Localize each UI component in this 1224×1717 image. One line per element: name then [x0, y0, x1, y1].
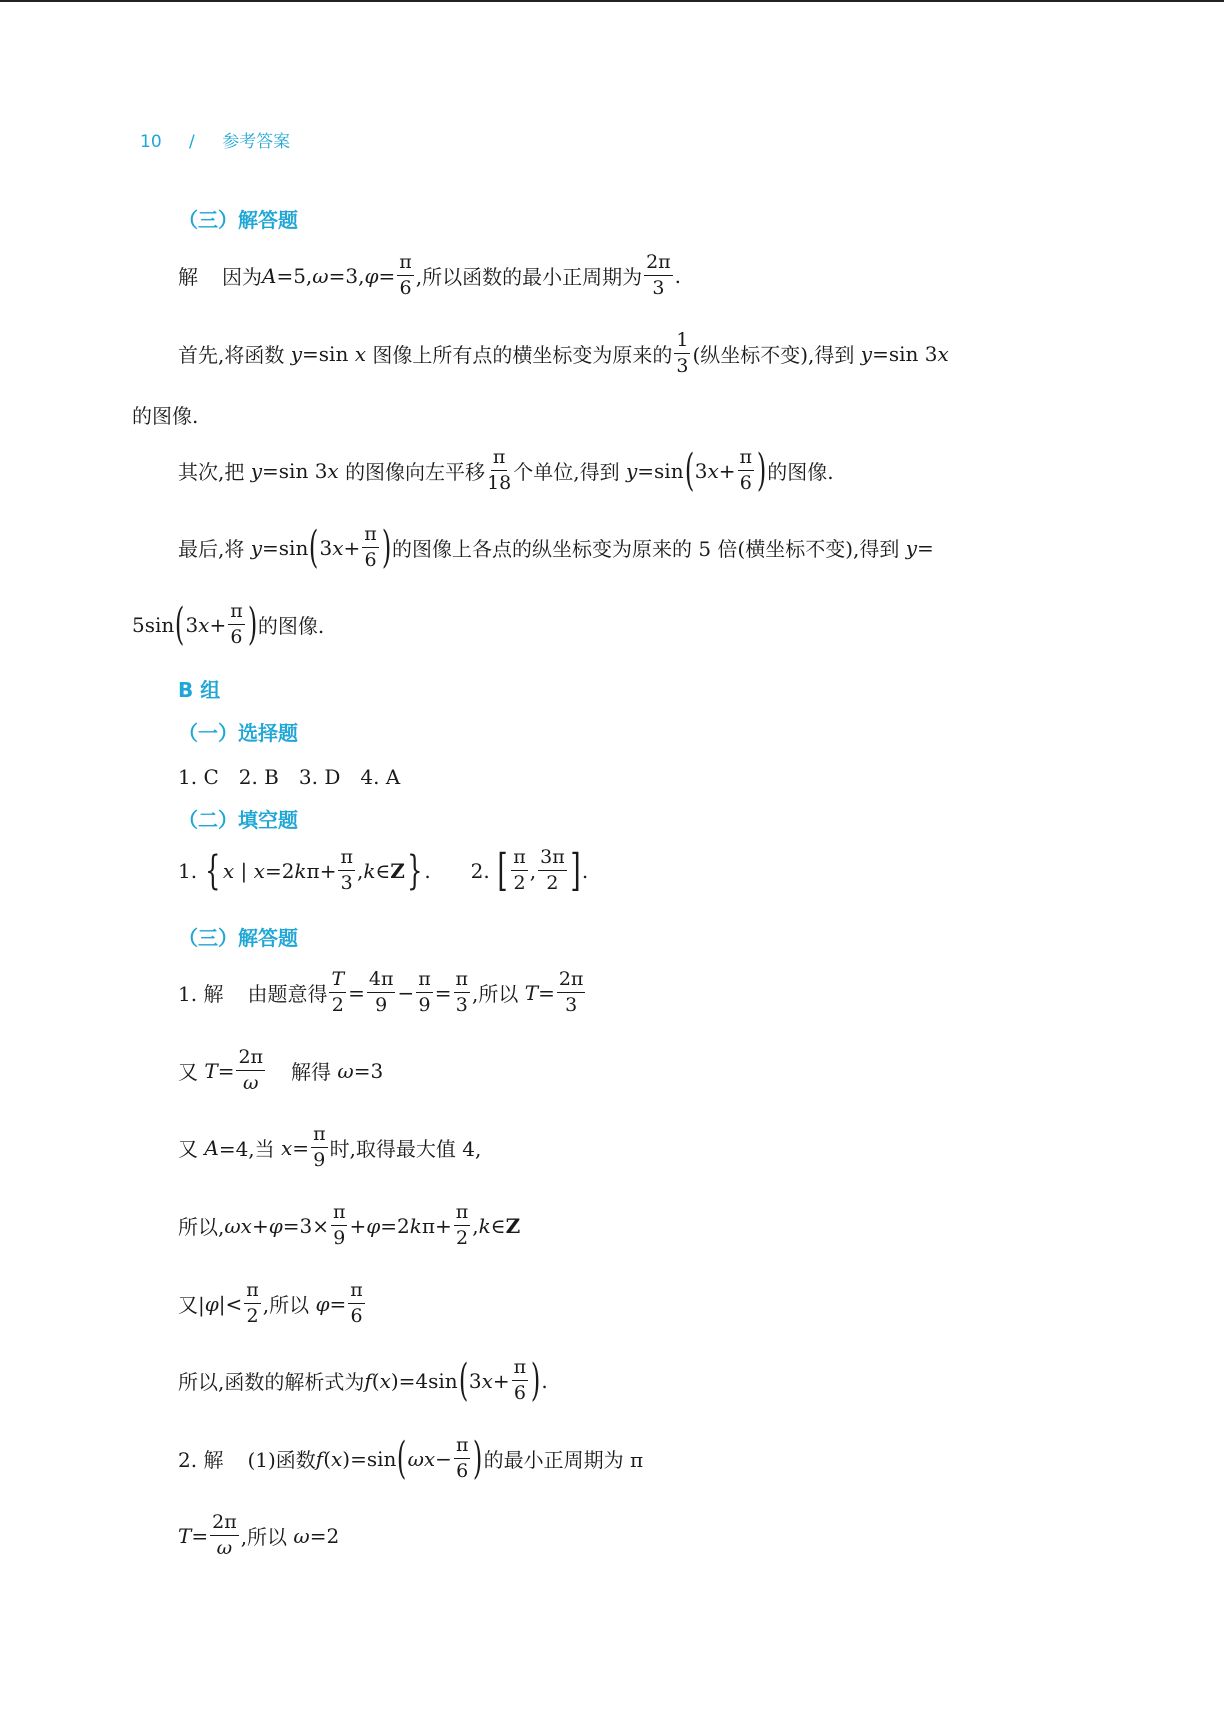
text: . — [424, 858, 431, 883]
text: 因为 — [222, 265, 262, 289]
fraction: $\frac{1}{3}$ — [676, 329, 689, 377]
fraction: $\frac{\pi}{9}$ — [332, 1201, 346, 1249]
text: = — [538, 980, 555, 1005]
fraction: $\frac{\pi}{3}$ — [340, 846, 353, 894]
math-var: φ — [364, 263, 379, 288]
text: 个单位,得到 — [513, 460, 620, 484]
text: 2. — [470, 858, 490, 883]
text: =3, — [328, 263, 365, 288]
text: 解得 — [291, 1060, 332, 1084]
text: |< — [218, 1291, 243, 1316]
text: 由题意得 — [247, 982, 328, 1006]
fraction: $\frac{\pi}{6}$ — [364, 523, 377, 571]
page-number: 10 — [140, 132, 162, 152]
math-var: x — [222, 858, 235, 883]
text: 的图像. — [767, 460, 834, 484]
header-title: 参考答案 — [222, 132, 291, 152]
math-var: x — [331, 1446, 343, 1471]
page-header — [140, 127, 290, 152]
text: ( — [371, 1368, 380, 1393]
text: 最后,将 — [178, 537, 245, 561]
text: 又| — [178, 1293, 205, 1317]
text: + — [251, 1213, 269, 1238]
fraction: $\frac{\pi}{6}$ — [399, 251, 412, 299]
math-var: x — [481, 1368, 493, 1393]
text: = — [217, 1058, 235, 1083]
text: 的图像上各点的纵坐标变为原来的 5 倍(横坐标不变),得到 — [391, 537, 900, 561]
math-var: φ — [204, 1291, 219, 1316]
section-heading: （三）解答题 — [178, 926, 298, 950]
math-var: y — [250, 458, 263, 483]
text: =3× — [282, 1213, 329, 1238]
right-paren: ) — [247, 598, 258, 650]
math-var: ω — [337, 1058, 354, 1083]
math-var: y — [905, 535, 918, 560]
text: = — [348, 980, 365, 1005]
left-paren: ( — [684, 444, 694, 496]
fraction: $\frac{\pi}{9}$ — [418, 968, 431, 1016]
text: =sin 3 — [872, 341, 938, 366]
text: 2. 解 — [178, 1448, 224, 1472]
math-var: ω — [293, 1523, 310, 1548]
solution-line — [178, 1432, 644, 1484]
text: = — [917, 535, 934, 560]
math-var: T — [204, 1058, 218, 1083]
fraction: $\frac{\pi}{6}$ — [350, 1279, 363, 1327]
text: 5sin — [132, 612, 175, 637]
left-paren: ( — [397, 1432, 407, 1484]
solution-line — [178, 1048, 383, 1093]
fraction: $\frac{T}{2}$ — [331, 968, 345, 1016]
math-var: k — [478, 1213, 491, 1238]
math-var: T — [524, 980, 539, 1005]
math-var: y — [860, 341, 873, 366]
text: 其次,把 — [178, 460, 245, 484]
solution-line — [178, 970, 587, 1015]
text: ,所以 — [262, 1293, 310, 1317]
left-brace: { — [205, 847, 221, 894]
text: = — [292, 1135, 310, 1160]
math-var: ωx — [224, 1213, 252, 1238]
text: 的图像. — [257, 614, 325, 638]
fraction: $\frac{2\pi}{3}$ — [646, 251, 671, 299]
text: − — [397, 980, 415, 1005]
text: 的最小正周期为 π — [483, 1448, 644, 1472]
solution-line — [178, 1203, 520, 1248]
solution-line — [178, 253, 681, 298]
math-var: y — [250, 535, 263, 560]
text: )=sin — [342, 1446, 397, 1471]
text: π+ — [421, 1213, 452, 1238]
group-title: B 组 — [178, 678, 221, 702]
right-paren: ) — [531, 1354, 541, 1406]
math-var: k — [409, 1213, 422, 1238]
math-var: k — [363, 858, 376, 883]
math-set: Z — [505, 1213, 521, 1238]
math-var: x — [332, 535, 344, 560]
math-var: φ — [366, 1213, 381, 1238]
right-paren: ) — [756, 444, 767, 496]
math-var: x — [937, 341, 949, 366]
text: 时,取得最大值 4, — [329, 1137, 482, 1161]
text: − — [435, 1446, 452, 1471]
section-heading: （二）填空题 — [178, 808, 298, 832]
left-paren: ( — [458, 1354, 468, 1406]
math-var: y — [290, 341, 303, 366]
text: (1)函数 — [247, 1448, 316, 1472]
text: =4,当 — [218, 1137, 275, 1161]
text: 所以, — [178, 1215, 225, 1239]
fraction: $\frac{\pi}{9}$ — [313, 1123, 326, 1171]
solution-line — [178, 331, 949, 376]
text: . — [674, 263, 682, 288]
solution-line — [178, 521, 934, 573]
fraction: $\frac{3\pi}{2}$ — [540, 846, 565, 894]
text: )=4sin — [390, 1368, 458, 1393]
header-separator: / — [189, 132, 195, 152]
text: ( — [323, 1446, 332, 1471]
text: 的图像. — [132, 404, 199, 428]
math-var: A — [204, 1135, 219, 1160]
text: ,所以函数的最小正周期为 — [415, 265, 643, 289]
math-var: T — [178, 1523, 192, 1548]
left-paren: ( — [309, 521, 319, 573]
fraction: $\frac{\pi}{18}$ — [487, 446, 512, 494]
text: 1. — [178, 858, 198, 883]
math-var: y — [625, 458, 638, 483]
fraction: $\frac{2\pi}{\omega}$ — [212, 1511, 237, 1559]
math-var: φ — [315, 1291, 330, 1316]
math-var: x — [281, 1135, 293, 1160]
math-var: x — [379, 1368, 391, 1393]
text: =3 — [353, 1058, 384, 1083]
text: 又 — [178, 1060, 198, 1084]
left-paren: ( — [175, 598, 185, 650]
text: 图像上所有点的横坐标变为原来的 — [372, 343, 673, 367]
text: =sin 3 — [262, 458, 328, 483]
left-bracket: [ — [497, 844, 508, 896]
text: 1. 解 — [178, 982, 224, 1006]
text: = — [191, 1523, 209, 1548]
text: 解 — [178, 265, 198, 289]
solution-line — [132, 400, 198, 429]
text: ,所以 — [472, 982, 519, 1006]
choice-answers: 1. C 2. B 3. D 4. A — [178, 765, 401, 789]
math-set: Z — [390, 858, 405, 883]
fraction: $\frac{2\pi}{3}$ — [558, 968, 584, 1016]
math-var: x — [327, 458, 339, 483]
text: + — [349, 1213, 367, 1238]
text: 又 — [178, 1137, 198, 1161]
fraction: $\frac{\pi}{2}$ — [455, 1201, 469, 1249]
right-brace: } — [406, 847, 423, 894]
math-var: ω — [312, 263, 329, 288]
text: ∈ — [375, 858, 391, 883]
solution-line — [132, 598, 325, 650]
math-var: x — [707, 458, 719, 483]
text: ,所以 — [240, 1525, 288, 1549]
fraction: $\frac{\pi}{6}$ — [230, 600, 243, 648]
math-var: φ — [268, 1213, 283, 1238]
text: =2 — [309, 1523, 340, 1548]
solution-line — [178, 1354, 548, 1406]
text: | — [240, 858, 248, 883]
fraction: $\frac{\pi}{2}$ — [246, 1279, 259, 1327]
math-var: A — [262, 263, 277, 288]
text: + — [718, 458, 736, 483]
text: 3 — [185, 612, 199, 637]
right-paren: ) — [473, 1432, 483, 1484]
section-heading: （三）解答题 — [178, 208, 298, 232]
fraction: $\frac{\pi}{2}$ — [513, 846, 526, 894]
top-border — [0, 0, 1224, 2]
text: + — [209, 612, 227, 637]
math-var: x — [198, 612, 210, 637]
text: ∈ — [490, 1213, 506, 1238]
text: = — [434, 980, 452, 1005]
math-var: ωx — [407, 1446, 436, 1471]
text: 3 — [694, 458, 708, 483]
text: π+ — [306, 858, 337, 883]
text: 3 — [319, 535, 333, 560]
text: 所以,函数的解析式为 — [178, 1370, 365, 1394]
text: . — [581, 858, 589, 883]
math-var: f — [364, 1368, 372, 1393]
text: = — [329, 1291, 347, 1316]
text: =5, — [276, 263, 313, 288]
text: =2 — [380, 1213, 410, 1238]
solution-line — [178, 1125, 481, 1170]
text: . — [541, 1368, 548, 1393]
text: 3 — [468, 1368, 482, 1393]
solution-line — [178, 1281, 367, 1326]
fraction: $\frac{\pi}{6}$ — [513, 1356, 527, 1404]
text: (纵坐标不变),得到 — [692, 343, 855, 367]
text: + — [343, 535, 361, 560]
text: =sin — [262, 535, 309, 560]
fraction: $\frac{2\pi}{\omega}$ — [238, 1046, 264, 1094]
math-var: x — [354, 341, 366, 366]
solution-line — [178, 444, 834, 496]
text: = — [378, 263, 396, 288]
text: , — [356, 858, 364, 883]
right-bracket: ] — [570, 844, 581, 896]
fraction: $\frac{\pi}{3}$ — [455, 968, 469, 1016]
fill-answers — [178, 844, 589, 896]
text: =sin — [302, 341, 349, 366]
fraction: $\frac{\pi}{6}$ — [739, 446, 753, 494]
text: , — [529, 858, 537, 883]
math-var: k — [294, 858, 307, 883]
text: 的图像向左平移 — [345, 460, 486, 484]
solution-line — [178, 1513, 339, 1558]
fraction: $\frac{\pi}{6}$ — [455, 1434, 469, 1482]
section-heading: （一）选择题 — [178, 721, 298, 745]
text: + — [492, 1368, 510, 1393]
fraction: $\frac{4\pi}{9}$ — [368, 968, 394, 1016]
text: =2 — [264, 858, 295, 883]
text: 首先,将函数 — [178, 343, 285, 367]
text: =sin — [637, 458, 684, 483]
math-var: x — [253, 858, 265, 883]
right-paren: ) — [381, 521, 392, 573]
math-var: f — [315, 1446, 324, 1471]
text: , — [472, 1213, 479, 1238]
